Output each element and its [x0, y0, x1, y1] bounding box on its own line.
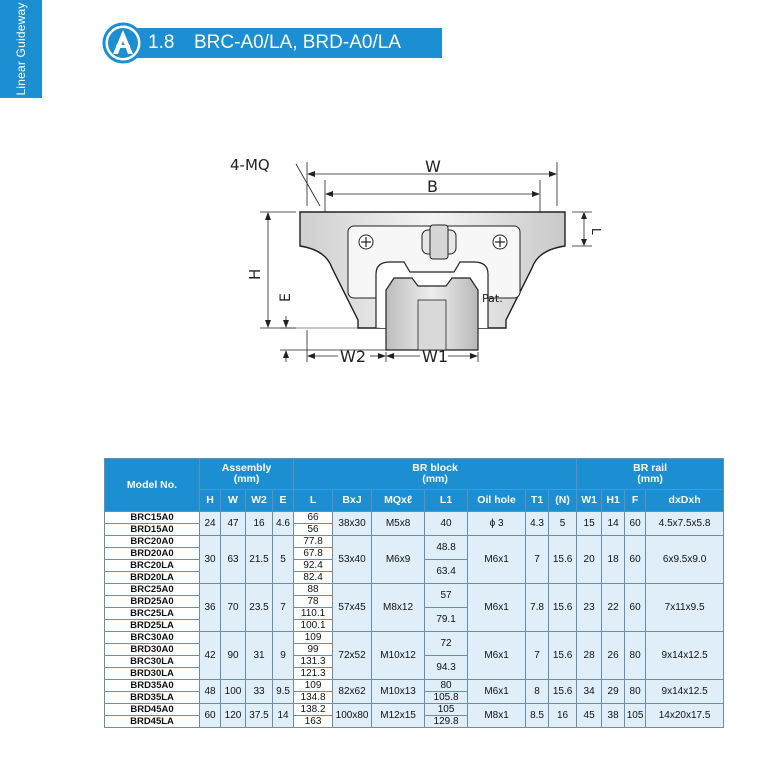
w-cell: 100	[221, 680, 246, 704]
oil-hole-cell: M6x1	[468, 536, 526, 584]
side-tab-label: Linear Guideway	[14, 2, 28, 96]
w-cell: 90	[221, 632, 246, 680]
oil-hole-cell: M6x1	[468, 680, 526, 704]
pat-label: Pat.	[482, 292, 503, 305]
w2-cell: 21.5	[246, 536, 273, 584]
l1-cell: 105	[425, 704, 468, 716]
l-cell: 131.3	[294, 656, 333, 668]
dxdxh-cell: 14x20x17.5	[646, 704, 724, 728]
h-cell: 60	[200, 704, 221, 728]
bxj-cell: 57x45	[333, 584, 372, 632]
w2-cell: 23.5	[246, 584, 273, 632]
l1-cell: 40	[425, 512, 468, 536]
e-cell: 7	[273, 584, 294, 632]
mqxl-cell: M5x8	[372, 512, 425, 536]
f-cell: 80	[625, 632, 646, 680]
w1-cell: 20	[577, 536, 602, 584]
f-cell: 60	[625, 536, 646, 584]
l-cell: 110.1	[294, 608, 333, 620]
f-cell: 60	[625, 584, 646, 632]
l-cell: 100.1	[294, 620, 333, 632]
col-oil-hole: Oil hole	[468, 490, 526, 512]
f-cell: 60	[625, 512, 646, 536]
mq-label: 4-MQ	[230, 156, 270, 174]
col-w2: W2	[246, 490, 273, 512]
oil-hole-cell: ϕ 3	[468, 512, 526, 536]
w1-cell: 34	[577, 680, 602, 704]
table-row	[105, 512, 724, 524]
e-cell: 9.5	[273, 680, 294, 704]
col-mqxl: MQxℓ	[372, 490, 425, 512]
h-cell: 36	[200, 584, 221, 632]
n-cell: 15.6	[549, 536, 577, 584]
w2-cell: 16	[246, 512, 273, 536]
bxj-cell: 38x30	[333, 512, 372, 536]
t1-cell: 8	[526, 680, 549, 704]
side-tab	[0, 0, 42, 98]
l-cell: 56	[294, 524, 333, 536]
w-cell: 70	[221, 584, 246, 632]
h1-cell: 29	[602, 680, 625, 704]
e-label: E	[278, 293, 294, 302]
l1-cell: 79.1	[425, 608, 468, 632]
w-cell: 63	[221, 536, 246, 584]
w2-label: W2	[340, 347, 366, 366]
w2-cell: 33	[246, 680, 273, 704]
e-cell: 9	[273, 632, 294, 680]
dxdxh-cell: 4.5x7.5x5.8	[646, 512, 724, 536]
table-row	[105, 704, 724, 716]
dxdxh-cell: 7x11x9.5	[646, 584, 724, 632]
l-cell: 109	[294, 632, 333, 644]
mqxl-cell: M10x13	[372, 680, 425, 704]
model-cell: BRD30LA	[105, 668, 200, 680]
l-cell: 82.4	[294, 572, 333, 584]
h1-cell: 18	[602, 536, 625, 584]
section-number: 1.8	[148, 32, 175, 53]
n-cell: 5	[549, 512, 577, 536]
l1-cell: 72	[425, 632, 468, 656]
w-cell: 120	[221, 704, 246, 728]
n-cell: 15.6	[549, 632, 577, 680]
model-cell: BRD45A0	[105, 704, 200, 716]
w-cell: 47	[221, 512, 246, 536]
h-cell: 42	[200, 632, 221, 680]
t1-cell: 4.3	[526, 512, 549, 536]
l-cell: 66	[294, 512, 333, 524]
col-l1: L1	[425, 490, 468, 512]
h-cell: 30	[200, 536, 221, 584]
model-cell: BRC30A0	[105, 632, 200, 644]
e-cell: 5	[273, 536, 294, 584]
mqxl-cell: M6x9	[372, 536, 425, 584]
h-cell: 48	[200, 680, 221, 704]
block-drawing	[220, 150, 610, 370]
l-cell: 77.8	[294, 536, 333, 548]
dxdxh-cell: 9x14x12.5	[646, 632, 724, 680]
l-cell: 67.8	[294, 548, 333, 560]
l-cell: 109	[294, 680, 333, 692]
h-label: H	[246, 268, 264, 280]
w2-cell: 31	[246, 632, 273, 680]
model-cell: BRD35A0	[105, 680, 200, 692]
dxdxh-cell: 9x14x12.5	[646, 680, 724, 704]
bxj-cell: 100x80	[333, 704, 372, 728]
l-cell: 88	[294, 584, 333, 596]
f-cell: 80	[625, 680, 646, 704]
model-cell: BRD15A0	[105, 524, 200, 536]
l1-cell: 129.8	[425, 716, 468, 728]
t1-cell: 8.5	[526, 704, 549, 728]
w1-cell: 15	[577, 512, 602, 536]
mqxl-cell: M10x12	[372, 632, 425, 680]
e-cell: 14	[273, 704, 294, 728]
l-cell: 163	[294, 716, 333, 728]
mqxl-cell: M12x15	[372, 704, 425, 728]
model-cell: BRC25LA	[105, 608, 200, 620]
l-label: L	[589, 228, 603, 235]
model-cell: BRD25LA	[105, 620, 200, 632]
n-cell: 15.6	[549, 680, 577, 704]
spec-table	[104, 458, 724, 728]
rail-group-header: BR rail (mm)	[577, 459, 724, 490]
section-title-bar	[118, 28, 442, 58]
model-cell: BRD20A0	[105, 548, 200, 560]
l1-cell: 63.4	[425, 560, 468, 584]
table-row	[105, 584, 724, 596]
bxj-cell: 72x52	[333, 632, 372, 680]
col-dxdxh: dxDxh	[646, 490, 724, 512]
b-label: B	[427, 177, 438, 196]
l-cell: 99	[294, 644, 333, 656]
col-l: L	[294, 490, 333, 512]
table-row	[105, 632, 724, 644]
n-cell: 16	[549, 704, 577, 728]
w1-label: W1	[422, 347, 448, 366]
brand-logo-icon	[102, 22, 144, 64]
col-e: E	[273, 490, 294, 512]
col-bxj: BxJ	[333, 490, 372, 512]
block-group-header: BR block (mm)	[294, 459, 577, 490]
model-cell: BRD25A0	[105, 596, 200, 608]
model-cell: BRC20LA	[105, 560, 200, 572]
t1-cell: 7	[526, 632, 549, 680]
l1-cell: 57	[425, 584, 468, 608]
w1-cell: 45	[577, 704, 602, 728]
bxj-cell: 53x40	[333, 536, 372, 584]
l-cell: 134.8	[294, 692, 333, 704]
h1-cell: 26	[602, 632, 625, 680]
table-row	[105, 536, 724, 548]
h1-cell: 22	[602, 584, 625, 632]
section-title: BRC-A0/LA, BRD-A0/LA	[194, 32, 401, 53]
oil-hole-cell: M6x1	[468, 584, 526, 632]
model-cell: BRD30A0	[105, 644, 200, 656]
col-h: H	[200, 490, 221, 512]
col-f: F	[625, 490, 646, 512]
col-h1: H1	[602, 490, 625, 512]
t1-cell: 7	[526, 536, 549, 584]
l1-cell: 105.8	[425, 692, 468, 704]
col-w1: W1	[577, 490, 602, 512]
spec-table-body	[105, 512, 724, 728]
col-n: (N)	[549, 490, 577, 512]
l-cell: 92.4	[294, 560, 333, 572]
h1-cell: 14	[602, 512, 625, 536]
table-row	[105, 680, 724, 692]
model-cell: BRD35LA	[105, 692, 200, 704]
n-cell: 15.6	[549, 584, 577, 632]
assembly-group-header: Assembly (mm)	[200, 459, 294, 490]
l-cell: 121.3	[294, 668, 333, 680]
model-cell: BRD20LA	[105, 572, 200, 584]
model-cell: BRC15A0	[105, 512, 200, 524]
h-cell: 24	[200, 512, 221, 536]
w1-cell: 23	[577, 584, 602, 632]
mqxl-cell: M8x12	[372, 584, 425, 632]
w-label: W	[425, 157, 441, 176]
bxj-cell: 82x62	[333, 680, 372, 704]
f-cell: 105	[625, 704, 646, 728]
col-w: W	[221, 490, 246, 512]
model-cell: BRC25A0	[105, 584, 200, 596]
t1-cell: 7.8	[526, 584, 549, 632]
e-cell: 4.6	[273, 512, 294, 536]
model-cell: BRD45LA	[105, 716, 200, 728]
w2-cell: 37.5	[246, 704, 273, 728]
model-cell: BRC20A0	[105, 536, 200, 548]
model-header: Model No.	[105, 459, 200, 512]
l-cell: 138.2	[294, 704, 333, 716]
l1-cell: 80	[425, 680, 468, 692]
col-t1: T1	[526, 490, 549, 512]
model-cell: BRC30LA	[105, 656, 200, 668]
l1-cell: 94.3	[425, 656, 468, 680]
oil-hole-cell: M8x1	[468, 704, 526, 728]
oil-hole-cell: M6x1	[468, 632, 526, 680]
l1-cell: 48.8	[425, 536, 468, 560]
w1-cell: 28	[577, 632, 602, 680]
h1-cell: 38	[602, 704, 625, 728]
dxdxh-cell: 6x9.5x9.0	[646, 536, 724, 584]
l-cell: 78	[294, 596, 333, 608]
